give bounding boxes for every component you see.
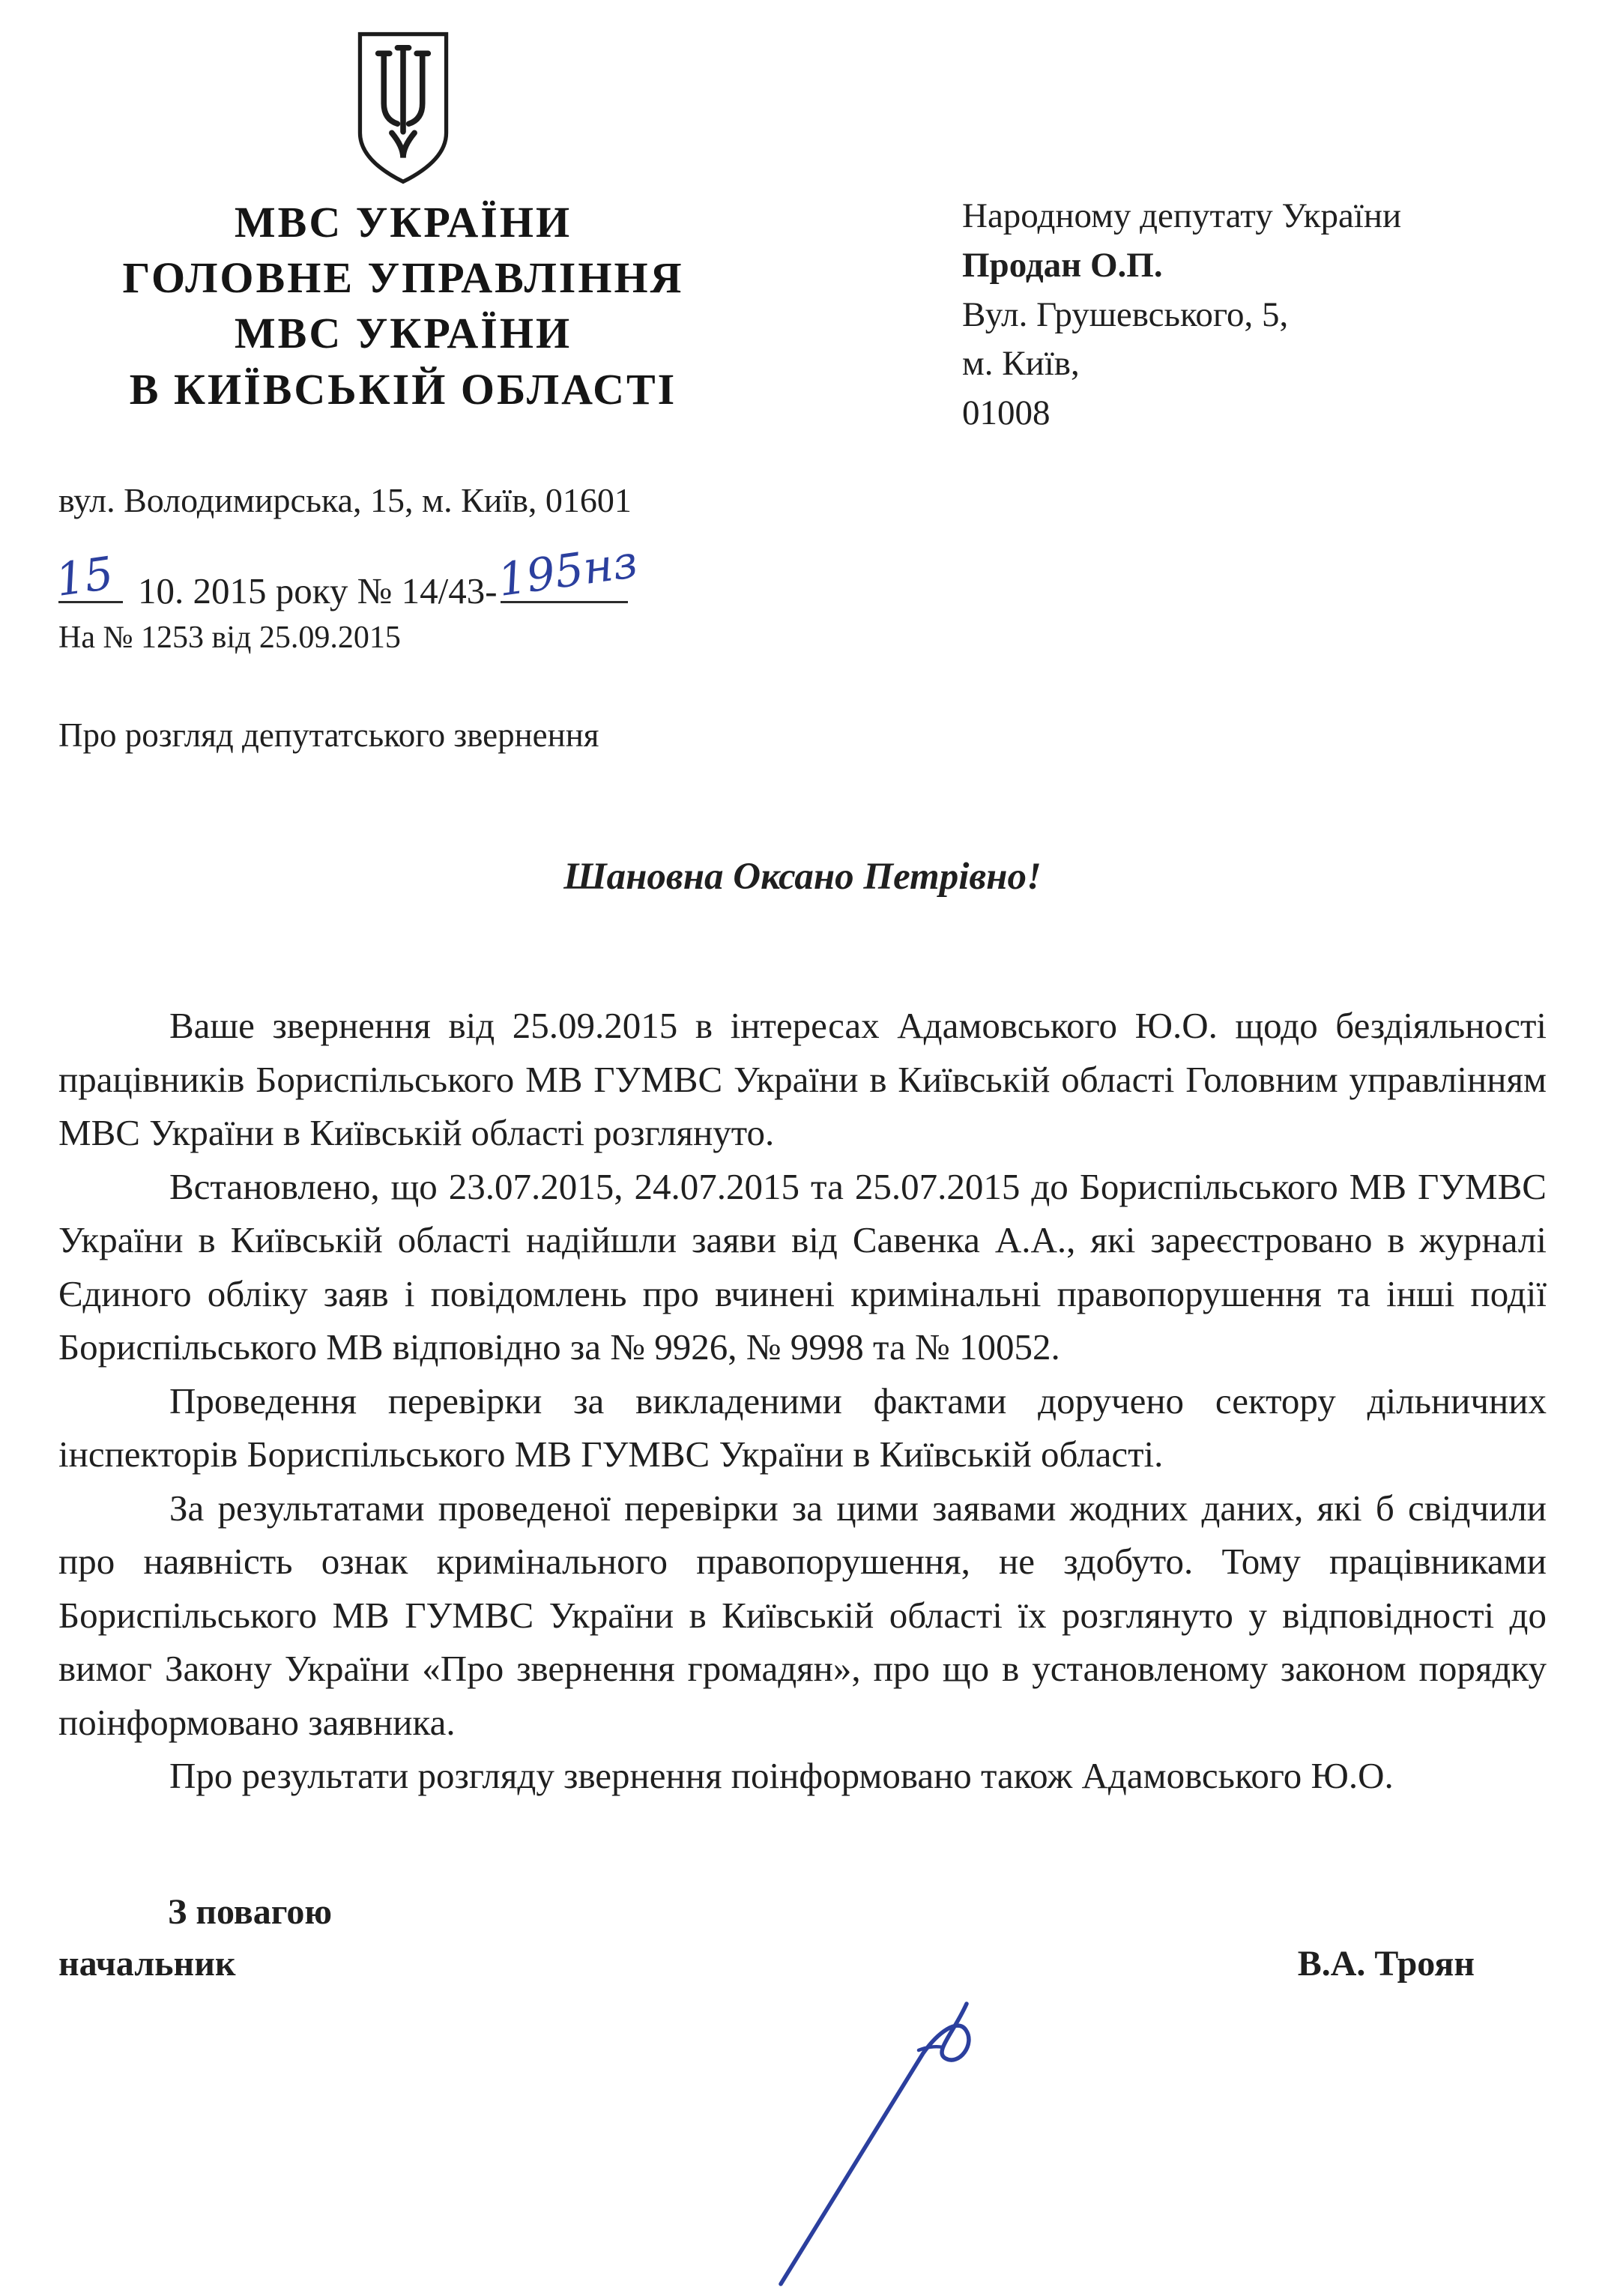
recipient-city: м. Київ, — [962, 344, 1080, 384]
signer-name: В.А. Троян — [1297, 1943, 1475, 1984]
handwritten-number: 195нз — [494, 535, 641, 607]
org-name — [58, 195, 748, 417]
closing-regards: З повагою — [168, 1891, 332, 1932]
body-paragraph: За результатами проведеної перевірки за цими заявами жодних даних, які б свідчили про наявність ознак кримінального правопорушення, не здобуто. Тому працівниками Бориспільського МВ ГУМВС України в Київській області їх розглянуто у відповідності до вимог Закону України «Про звернення громадян», про що в установленому законом порядку поінформовано заявника. — [58, 1487, 1547, 1743]
org-name-line: МВС УКРАЇНИ — [234, 309, 572, 358]
recipient-street: Вул. Грушевського, 5, — [962, 294, 1289, 334]
body-paragraph: Проведення перевірки за викладеними фактами доручено сектору дільничних інспекторів Бориспільського МВ ГУМВС України в Київській області. — [58, 1380, 1547, 1475]
recipient-postal-code: 01008 — [962, 393, 1051, 433]
org-name-line: МВС УКРАЇНИ — [234, 198, 572, 247]
body-paragraph: Ваше звернення від 25.09.2015 в інтересах Адамовського Ю.О. щодо бездіяльності працівників Бориспільського МВ ГУМВС України в Київській області Головним управлінням МВС України в Київській області розглянуто. — [58, 1004, 1547, 1154]
salutation: Шановна Оксано Петрівно! — [563, 855, 1042, 898]
recipient-name: Продан О.П. — [962, 245, 1163, 285]
letter-body — [58, 999, 1547, 1803]
recipient-block — [962, 192, 1547, 438]
signer-title: начальник — [58, 1943, 236, 1984]
outgoing-reference-line — [52, 535, 1547, 612]
handwritten-signature — [742, 1978, 1027, 2293]
handwritten-day-blank — [52, 547, 123, 607]
incoming-reference-line: На № 1253 від 25.09.2015 — [58, 620, 401, 655]
letterhead — [58, 0, 1547, 438]
signature-row — [58, 1943, 1547, 1984]
handwritten-number-blank — [494, 535, 641, 607]
body-paragraph: Встановлено, що 23.07.2015, 24.07.2015 та 25.07.2015 до Бориспільського МВ ГУМВС України в Київській області надійшли заяви від Савенка А.А., які зареєстровано в журналі Єдиного обліку заяв і повідомлень про вчинені кримінальні правопорушення та інші події Бориспільського МВ відповідно за № 9926, № 9998 та № 10052. — [58, 1165, 1547, 1368]
ukraine-trident-emblem — [346, 28, 460, 187]
org-name-line: В КИЇВСЬКІЙ ОБЛАСТІ — [129, 364, 677, 414]
org-address: вул. Володимирська, 15, м. Київ, 01601 — [58, 480, 632, 519]
recipient-role: Народному депутату України — [962, 196, 1402, 235]
signature-block — [58, 1891, 1547, 1984]
body-paragraph: Про результати розгляду звернення поінформовано також Адамовського Ю.О. — [169, 1755, 1394, 1797]
org-name-line: ГОЛОВНЕ УПРАВЛІННЯ — [122, 253, 684, 303]
subject-line: Про розгляд депутатського звернення — [58, 716, 599, 754]
org-block — [58, 0, 748, 417]
handwritten-day: 15 — [52, 547, 117, 607]
date-and-number-text: 10. 2015 року № 14/43- — [138, 570, 498, 611]
